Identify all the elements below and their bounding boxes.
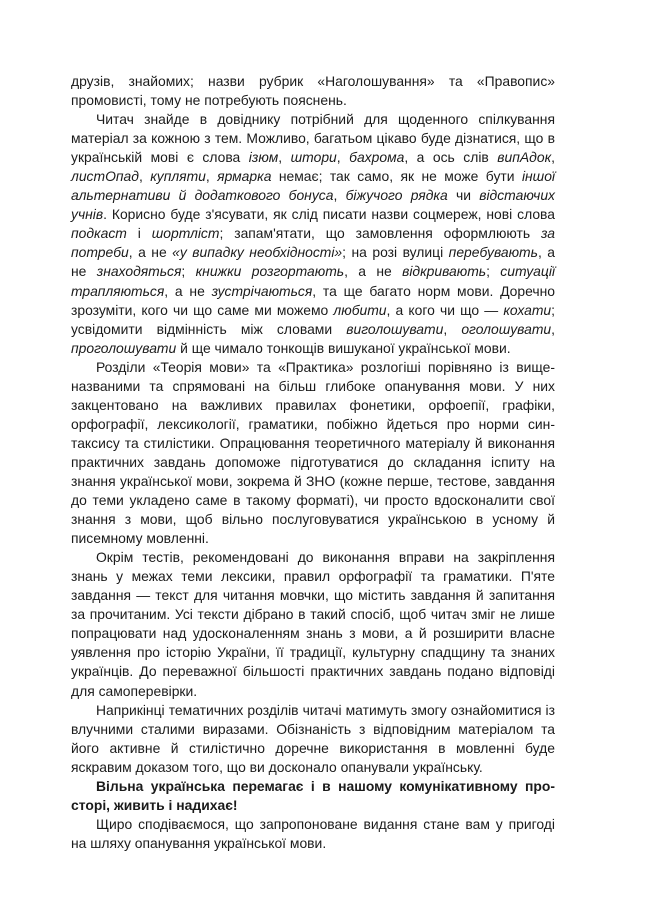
italic-term: подкаст [71, 225, 127, 242]
italic-term: шортліст [151, 225, 220, 242]
italic-term: іншої альтернативи й додаткового бонуса [71, 168, 556, 204]
text-run: й ще чимало тонкощів вишуканої української мови. [176, 339, 511, 356]
paragraph [71, 358, 555, 548]
italic-term: ситуації трапляються [71, 263, 556, 299]
italic-term: перебувають [448, 244, 538, 261]
text-run: , [443, 320, 462, 337]
text-run: чи [447, 187, 480, 204]
text-run: , а не [164, 282, 212, 299]
text-run: , а ось слів [404, 149, 498, 166]
paragraph [71, 777, 555, 815]
italic-term: листОпад [71, 168, 139, 185]
text-run: Розділи «Теорія мови» та «Практика» розлогіші порівняно із вищеназваними та спрямовані на більш глибоке опанування мови. У них закцентовано на важливих правилах фонетики, орфоепії, графіки, орфографії, лексикології, граматики, побіжно йдеться про норми синтаксису та стилістики. Опрацювання теоретичного матеріалу й виконання практичних завдань допоможе підготуватися до складання іспиту на знання української мови, зокрема й ЗНО (кожне перше, тестове, завдання до теми укладено саме в такому форматі), чи просто вдосконалити свої знання з мови, щоб вільно послуговуватися українською в усному й писемному мовленні. [71, 358, 555, 547]
italic-term: ярмарка [217, 168, 272, 185]
italic-term: випАдок [497, 149, 552, 166]
italic-term: знаходяться [96, 263, 182, 280]
text-run: , [205, 168, 218, 185]
paragraph [71, 548, 555, 700]
italic-term: оголошувати [461, 320, 552, 337]
body-text [71, 72, 555, 853]
paragraph [71, 110, 555, 358]
text-run: , [336, 149, 350, 166]
italic-term: ізюм [248, 149, 279, 166]
text-run: Щиро сподіваємося, що запропоноване видання стане вам у пригоді на шляху опанування української мови. [71, 815, 555, 851]
italic-term: відкривають [402, 263, 487, 280]
paragraph [71, 815, 555, 853]
text-run: , а не [128, 244, 173, 261]
text-run: , [278, 149, 291, 166]
paragraph [71, 72, 555, 110]
text-run: немає; так само, як не може бути [271, 168, 522, 185]
italic-term: виголошувати [346, 320, 444, 337]
text-run: Окрім тестів, рекомендовані до виконання вправи на закріплення знань у межах теми лексики, правил орфографії та граматики. П'яте завдання — текст для читання мовчки, що містить завдання й запитання за прочитаним. Усі тексти дібрано в такий спосіб, щоб читач зміг не лише попрацювати над удосконаленням знань з мови, а й розширити власне уявлення про історію України, її традиції, культурну спадщину та знаних українців. До переважної більшості практичних завдань подано відповіді для самоперевірки. [71, 549, 555, 699]
text-run: , а кого чи що — [386, 301, 504, 318]
text-run: , та ще багато норм мови. Доречно зрозуміти, кого чи що саме ми можемо [71, 282, 555, 318]
italic-term: бахрома [349, 149, 405, 166]
text-run: Читач знайде в довіднику потрібний для щоденного спілкування матеріал за кожною з тем. Можливо, багатьом цікаво буде дізнатися, що в українській мові є слова [71, 111, 555, 166]
paragraph [71, 701, 555, 777]
text-run: , а не [344, 263, 403, 280]
italic-term: «у випадку необхідності» [172, 244, 343, 261]
italic-term: біжучого рядка [345, 187, 448, 204]
text-run: Наприкінці тематичних розділів читачі матимуть змогу ознайомитися із влучними сталими виразами. Обізнаність з відповідним матеріалом та його активне й стилістично доречне використання в мовленні буде яскравим доказом того, що ви досконало опанували українську. [71, 701, 555, 775]
text-run: , [551, 149, 556, 166]
italic-term: купляти [150, 168, 206, 185]
italic-term: книжки розгортають [195, 263, 345, 280]
text-run: , [333, 187, 346, 204]
text-run: ; усвідомити відмінність між словами [71, 301, 555, 337]
italic-term: за потреби [71, 225, 555, 261]
text-run: ; [486, 263, 501, 280]
text-run: і [126, 225, 152, 242]
italic-term: любити [333, 301, 387, 318]
italic-term: штори [290, 149, 337, 166]
text-run: . Корисно буде з'ясувати, як слід писати назви соцмереж, нові слова [103, 206, 555, 223]
text-run: , [138, 168, 151, 185]
italic-term: відстаючих учнів [71, 187, 555, 223]
text-run: ; запам'ятати, що замовлення оформлюють [219, 225, 541, 242]
italic-term: проголошувати [71, 339, 177, 356]
text-run: ; [181, 263, 196, 280]
italic-term: зустрічаються [211, 282, 313, 299]
text-run: , [551, 320, 556, 337]
text-run: Вільна українська перемагає і в нашому комунікативному просторі, живить і надихає! [71, 777, 555, 813]
italic-term: кохати [503, 301, 552, 318]
text-run: друзів, знайомих; назви рубрик «Наголошування» та «Правопис» промовисті, тому не потребують пояснень. [71, 73, 555, 109]
text-run: ; на розі вулиці [342, 244, 449, 261]
text-run: , а не [71, 244, 555, 280]
